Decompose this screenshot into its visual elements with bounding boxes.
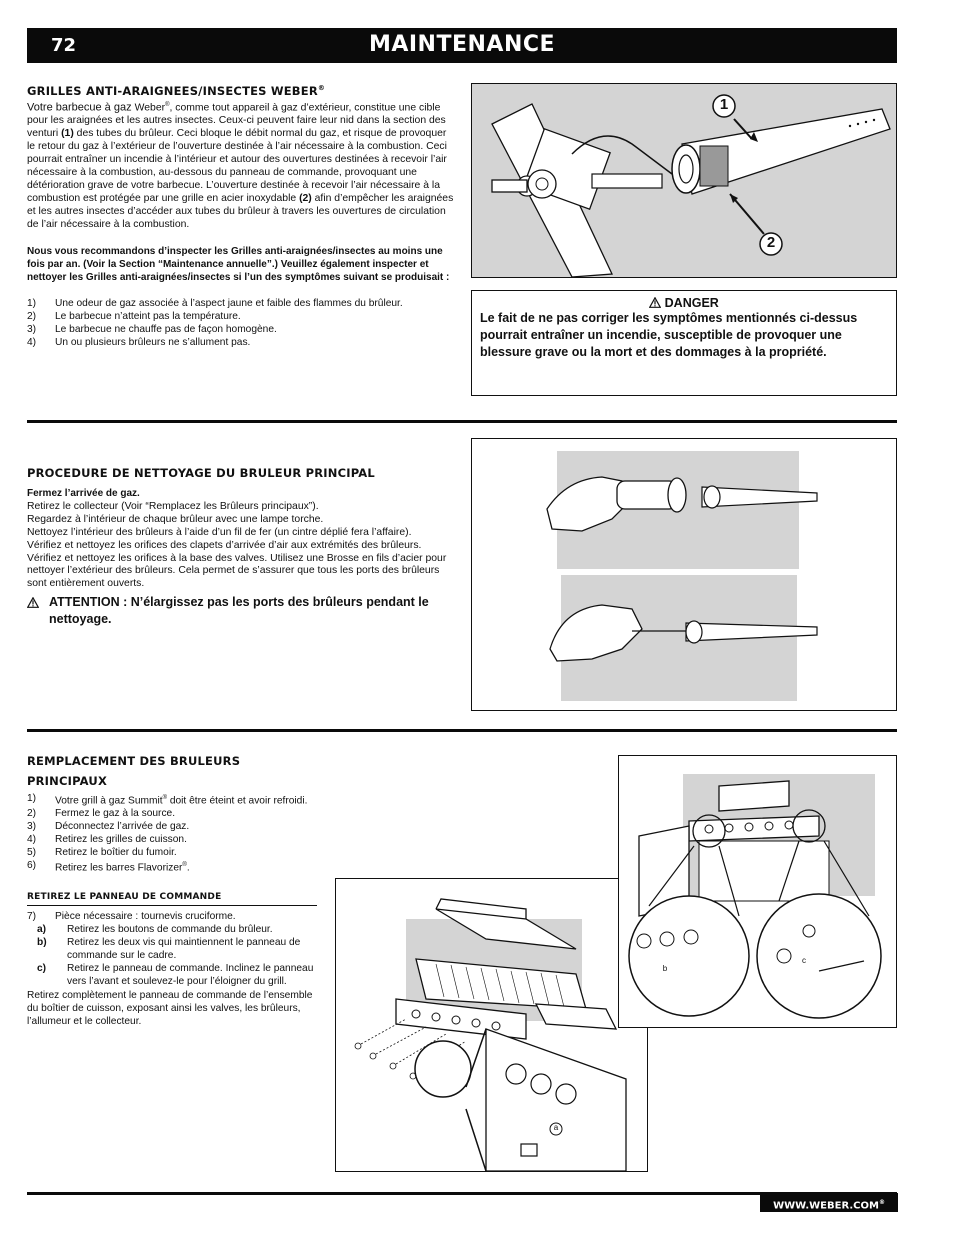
list-item: 4) Retirez les grilles de cuisson. bbox=[27, 834, 187, 846]
inspection-recommendation: Nous vous recommandons d’inspecter les Grilles anti-araignées/insectes au moins une fois par an. (Voir la Section “Maintenance annuelle”.) Veuillez également inspecter et nettoyer les Grilles anti-araignées/insectes si l’un des symptômes suivant se produisait : bbox=[27, 246, 450, 283]
label-b: b bbox=[662, 964, 668, 973]
page-number: 72 bbox=[51, 35, 77, 56]
list-item: 5) Retirez le boîtier du fumoir. bbox=[27, 847, 177, 859]
closing-text: Retirez complètement le panneau de commande de l’ensemble du boîtier de cuisson, exposant ainsi les valves, les brûleurs, l’allumeur et le collecteur. bbox=[27, 990, 313, 1027]
spider-guards-intro: Votre barbecue à gaz Weber®, comme tout appareil à gaz d’extérieur, constitue une cible pour les araignées et les autres insectes. Ceux-ci peuvent faire leur nid dans la section des venturi (1) des tubes du brûleur. Ceci bloque le débit normal du gaz, et risque de provoquer le retour du gaz à l’extérieur de l’ouverture destinée à l’air nécessaire à la combustion. Ceci pourrait entraîner un incendie à l’intérieur et autour des ouvertures destinées à recevoir l’air nécessaire à la combustion, au-dessous du panneau de commande, provoquant une détérioration grave de votre barbecue. L’ouverture destinée à recevoir l’air nécessaire à la combustion est protégée par une grille en acier inoxydable (2) afin d’empêcher les araignées et les autres insectes d’accéder aux tubes du brûleur à travers les ouvertures de circulation de l’air nécessaire à la combustion. bbox=[27, 101, 454, 230]
cleaning-first-step: Fermez l’arrivée de gaz. bbox=[27, 488, 140, 499]
label-a: a bbox=[553, 1123, 559, 1132]
list-item: 2) Fermez le gaz à la source. bbox=[27, 808, 176, 820]
list-item: 1) Votre grill à gaz Summit® doit être éteint et avoir refroidi. bbox=[27, 793, 308, 807]
list-item: 6) Retirez les barres Flavorizer®. bbox=[27, 860, 190, 874]
list-item: Nettoyez l’intérieur des brûleurs à l’aide d’un fil de fer (un cintre déplié fera l’affaire). bbox=[27, 526, 412, 538]
control-panel-screws-illustration bbox=[619, 756, 896, 1027]
label-c: c bbox=[802, 956, 806, 965]
subheading-remove-panel: RETIREZ LE PANNEAU DE COMMANDE bbox=[27, 892, 317, 906]
section-divider bbox=[27, 729, 897, 732]
cleaning-procedure bbox=[27, 488, 452, 591]
control-panel-screws-figure bbox=[618, 755, 897, 1028]
section-title-cleaning: PROCEDURE DE NETTOYAGE DU BRULEUR PRINCIPAL bbox=[27, 466, 375, 480]
danger-text: Le fait de ne pas corriger les symptômes mentionnés ci-dessus pourrait entraîner un incendie, susceptible de provoquer une blessure grave ou la mort et des dommages à la propriété. bbox=[480, 311, 858, 359]
remove-panel-steps bbox=[27, 910, 319, 1028]
burner-cleaning-illustration bbox=[472, 439, 896, 710]
section-divider bbox=[27, 420, 897, 423]
grill-knobs-illustration bbox=[336, 879, 647, 1171]
list-item: 2) Le barbecue n’atteint pas la température. bbox=[27, 311, 241, 322]
list-item: 3) Déconnectez l’arrivée de gaz. bbox=[27, 821, 190, 833]
list-item: Vérifiez et nettoyez les orifices des clapets d’arrivée d’air aux extrémités des brûleurs. bbox=[27, 539, 422, 551]
attention-note: ATTENTION : N’élargissez pas les ports des brûleurs pendant le nettoyage. bbox=[27, 594, 447, 628]
header-bar bbox=[27, 28, 897, 63]
burner-venturi-illustration bbox=[472, 84, 896, 277]
list-item: 1) Une odeur de gaz associée à l’aspect jaune et faible des flammes du brûleur. bbox=[27, 298, 403, 309]
list-item: b) Retirez les deux vis qui maintiennent le panneau de commande sur le cadre. bbox=[37, 937, 301, 961]
danger-title: DANGER bbox=[480, 296, 888, 310]
warning-triangle-icon bbox=[27, 594, 49, 628]
list-item: 7) Pièce nécessaire : tournevis cruciforme. bbox=[27, 911, 236, 922]
warning-triangle-icon bbox=[649, 297, 661, 308]
list-item: 4) Un ou plusieurs brûleurs ne s’allument pas. bbox=[27, 337, 251, 348]
list-item: c) Retirez le panneau de commande. Inclinez le panneau vers l’avant et soulevez-le pour l’éloigner du grill. bbox=[37, 963, 314, 987]
symptoms-list bbox=[27, 297, 455, 349]
burner-venturi-figure bbox=[471, 83, 897, 278]
list-item: Regardez à l’intérieur de chaque brûleur avec une lampe torche. bbox=[27, 513, 324, 525]
danger-box bbox=[471, 290, 897, 396]
grill-knobs-figure bbox=[335, 878, 648, 1172]
page-title: MAINTENANCE bbox=[368, 32, 556, 57]
callout-2: 2 bbox=[766, 234, 776, 251]
callout-1: 1 bbox=[719, 96, 729, 113]
list-item: Retirez le collecteur (Voir “Remplacez les Brûleurs principaux”). bbox=[27, 500, 319, 512]
list-item: 3) Le barbecue ne chauffe pas de façon homogène. bbox=[27, 324, 277, 335]
list-item: Vérifiez et nettoyez les orifices à la base des valves. Utilisez une Brosse en fils d’acier pour nettoyer l’extérieur des brûleurs. Cela permet de s’assurer que tous les ports des brûleurs sont entièrement ouverts. bbox=[27, 552, 447, 590]
list-item: a) Retirez les boutons de commande du brûleur. bbox=[37, 924, 273, 935]
burner-cleaning-figure bbox=[471, 438, 897, 711]
section-title-spider-guards: GRILLES ANTI-ARAIGNEES/INSECTES WEBER® bbox=[27, 84, 326, 98]
replacement-steps bbox=[27, 792, 319, 875]
footer-url: WWW.WEBER.COM® bbox=[760, 1193, 898, 1212]
section-title-replace-burners: REMPLACEMENT DES BRULEURS PRINCIPAUX bbox=[27, 754, 241, 788]
